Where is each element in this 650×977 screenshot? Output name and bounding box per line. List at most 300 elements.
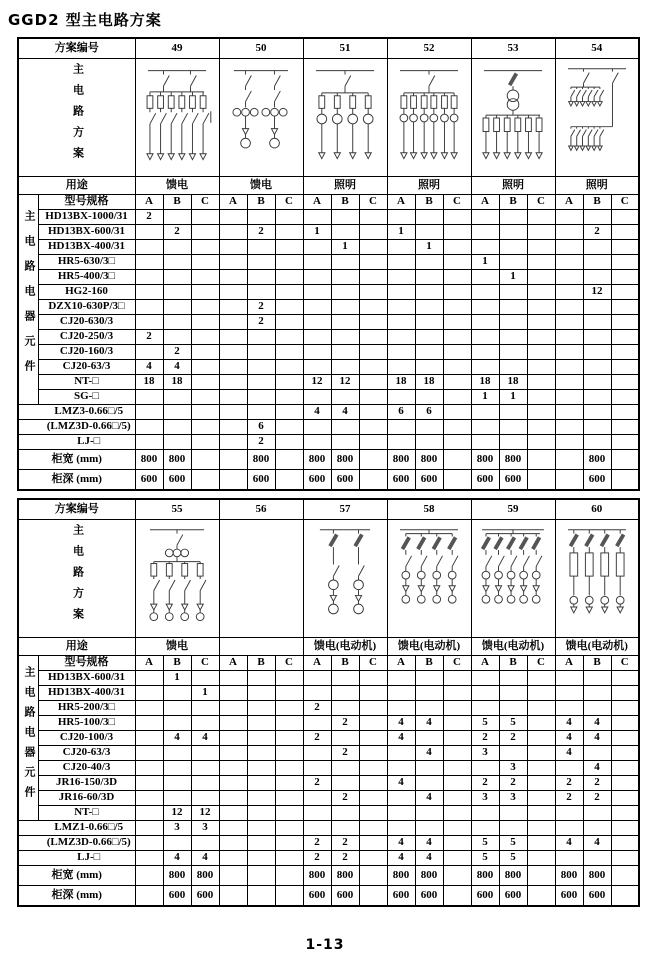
value-cell-60A: 4 [555, 731, 583, 746]
depth-cell-50A [219, 470, 247, 491]
value-cell-50B [247, 390, 275, 405]
value-cell-55C: 3 [191, 821, 219, 836]
value-cell-56A [219, 701, 247, 716]
value-cell-49B: 18 [163, 375, 191, 390]
component-row-label: NT-□ [38, 806, 135, 821]
width-cell-58A: 800 [387, 866, 415, 886]
value-cell-56C [275, 791, 303, 806]
value-cell-57B [331, 701, 359, 716]
subcol-header-49C: C [191, 195, 219, 210]
value-cell-53B [499, 360, 527, 375]
depth-cell-60A: 600 [555, 886, 583, 907]
scheme-number-54: 54 [555, 38, 639, 59]
scheme-number-55: 55 [135, 499, 219, 520]
value-cell-58C [443, 716, 471, 731]
value-cell-55C [191, 836, 219, 851]
value-cell-49A [135, 420, 163, 435]
value-cell-55B: 12 [163, 806, 191, 821]
value-cell-49C [191, 255, 219, 270]
depth-cell-58C [443, 886, 471, 907]
value-cell-53B [499, 330, 527, 345]
value-cell-50A [219, 405, 247, 420]
value-cell-58B [415, 806, 443, 821]
value-cell-59A [471, 761, 499, 776]
subcol-header-52A: A [387, 195, 415, 210]
value-cell-56B [247, 686, 275, 701]
width-cell-53C [527, 450, 555, 470]
value-cell-57A [303, 716, 331, 731]
model-spec-header: 型号规格 [38, 195, 135, 210]
value-cell-58B [415, 821, 443, 836]
value-cell-52B [415, 360, 443, 375]
width-cell-49C [191, 450, 219, 470]
value-cell-51B [331, 360, 359, 375]
width-cell-51A: 800 [303, 450, 331, 470]
value-cell-60A [555, 806, 583, 821]
value-cell-51C [359, 405, 387, 420]
subcol-header-59B: B [499, 656, 527, 671]
value-cell-49C [191, 420, 219, 435]
value-cell-51A [303, 300, 331, 315]
value-cell-55A [135, 716, 163, 731]
value-cell-55B [163, 701, 191, 716]
value-cell-54B [583, 420, 611, 435]
value-cell-55C [191, 701, 219, 716]
value-cell-56C [275, 806, 303, 821]
value-cell-54C [611, 375, 639, 390]
value-cell-51C [359, 255, 387, 270]
value-cell-54B [583, 255, 611, 270]
subcol-header-57B: B [331, 656, 359, 671]
value-cell-52A [387, 315, 415, 330]
value-cell-59B: 2 [499, 776, 527, 791]
value-cell-55C [191, 746, 219, 761]
value-cell-49A [135, 270, 163, 285]
usage-51: 照明 [303, 177, 387, 195]
value-cell-60A: 2 [555, 791, 583, 806]
value-cell-58A [387, 791, 415, 806]
value-cell-56B [247, 791, 275, 806]
depth-cell-57A: 600 [303, 886, 331, 907]
value-cell-49C [191, 225, 219, 240]
value-cell-59C [527, 821, 555, 836]
value-cell-54C [611, 270, 639, 285]
value-cell-54A [555, 255, 583, 270]
value-cell-53B [499, 285, 527, 300]
value-cell-57B [331, 731, 359, 746]
value-cell-51C [359, 270, 387, 285]
value-cell-50B [247, 345, 275, 360]
value-cell-54B [583, 435, 611, 450]
width-cell-56A [219, 866, 247, 886]
component-row-label: (LMZ3D-0.66□/5) [18, 420, 135, 435]
usage-59: 馈电(电动机) [471, 638, 555, 656]
value-cell-54C [611, 225, 639, 240]
scheme-number-50: 50 [219, 38, 303, 59]
value-cell-60B [583, 686, 611, 701]
value-cell-53A [471, 405, 499, 420]
subcol-header-53A: A [471, 195, 499, 210]
value-cell-59C [527, 851, 555, 866]
width-cell-52B: 800 [415, 450, 443, 470]
value-cell-57A [303, 806, 331, 821]
subcol-header-56A: A [219, 656, 247, 671]
value-cell-51A [303, 255, 331, 270]
value-cell-52B [415, 210, 443, 225]
value-cell-50A [219, 435, 247, 450]
value-cell-52B: 18 [415, 375, 443, 390]
component-row-label: LMZ3-0.66□/5 [18, 405, 135, 420]
value-cell-59B: 2 [499, 731, 527, 746]
circuit-diagram-54 [555, 59, 639, 177]
width-cell-55A [135, 866, 163, 886]
value-cell-51B [331, 420, 359, 435]
value-cell-53A [471, 330, 499, 345]
value-cell-60C [611, 821, 639, 836]
value-cell-58C [443, 791, 471, 806]
value-cell-53A [471, 315, 499, 330]
value-cell-59B [499, 686, 527, 701]
value-cell-50A [219, 315, 247, 330]
usage-54: 照明 [555, 177, 639, 195]
value-cell-54B [583, 360, 611, 375]
value-cell-52C [443, 300, 471, 315]
value-cell-60A [555, 671, 583, 686]
value-cell-53C [527, 255, 555, 270]
value-cell-54B [583, 300, 611, 315]
value-cell-57C [359, 836, 387, 851]
value-cell-57B: 2 [331, 791, 359, 806]
width-cell-51B: 800 [331, 450, 359, 470]
value-cell-59C [527, 686, 555, 701]
value-cell-53B [499, 435, 527, 450]
value-cell-49B [163, 315, 191, 330]
value-cell-49A [135, 435, 163, 450]
value-cell-52B [415, 390, 443, 405]
components-vertical-label: 主电路电器元件 [18, 656, 38, 821]
subcol-header-58A: A [387, 656, 415, 671]
value-cell-50C [275, 345, 303, 360]
value-cell-52B [415, 330, 443, 345]
value-cell-54C [611, 210, 639, 225]
subcol-header-49B: B [163, 195, 191, 210]
usage-58: 馈电(电动机) [387, 638, 471, 656]
width-cell-60C [611, 866, 639, 886]
value-cell-58B [415, 701, 443, 716]
value-cell-53A [471, 285, 499, 300]
width-cell-52C [443, 450, 471, 470]
depth-cell-50B: 600 [247, 470, 275, 491]
usage-53: 照明 [471, 177, 555, 195]
value-cell-53A [471, 240, 499, 255]
value-cell-58C [443, 806, 471, 821]
value-cell-53B [499, 225, 527, 240]
value-cell-59B [499, 671, 527, 686]
value-cell-57B: 2 [331, 851, 359, 866]
value-cell-50C [275, 210, 303, 225]
subcol-header-55A: A [135, 656, 163, 671]
value-cell-53A [471, 345, 499, 360]
component-row-label: CJ20-63/3 [38, 746, 135, 761]
value-cell-60B [583, 746, 611, 761]
value-cell-52B [415, 420, 443, 435]
value-cell-59A: 3 [471, 791, 499, 806]
value-cell-57B [331, 686, 359, 701]
value-cell-59A: 2 [471, 731, 499, 746]
value-cell-54C [611, 315, 639, 330]
value-cell-51C [359, 390, 387, 405]
value-cell-50A [219, 270, 247, 285]
value-cell-60B [583, 806, 611, 821]
value-cell-57B [331, 776, 359, 791]
value-cell-54B: 2 [583, 225, 611, 240]
value-cell-52C [443, 420, 471, 435]
depth-cell-53B: 600 [499, 470, 527, 491]
value-cell-59C [527, 806, 555, 821]
depth-cell-57B: 600 [331, 886, 359, 907]
value-cell-50A [219, 210, 247, 225]
depth-cell-54B: 600 [583, 470, 611, 491]
value-cell-51C [359, 375, 387, 390]
value-cell-50C [275, 435, 303, 450]
value-cell-58B [415, 761, 443, 776]
value-cell-51C [359, 225, 387, 240]
value-cell-54A [555, 375, 583, 390]
subcol-header-60C: C [611, 656, 639, 671]
component-row-label: JR16-60/3D [38, 791, 135, 806]
value-cell-56A [219, 731, 247, 746]
value-cell-55B: 4 [163, 731, 191, 746]
subcol-header-58B: B [415, 656, 443, 671]
width-cell-51C [359, 450, 387, 470]
value-cell-54B [583, 345, 611, 360]
subcol-header-56B: B [247, 656, 275, 671]
value-cell-49C [191, 285, 219, 300]
value-cell-59B: 3 [499, 761, 527, 776]
value-cell-50A [219, 300, 247, 315]
width-cell-49B: 800 [163, 450, 191, 470]
value-cell-54A [555, 210, 583, 225]
value-cell-53B [499, 210, 527, 225]
value-cell-53C [527, 360, 555, 375]
value-cell-58A [387, 686, 415, 701]
subcol-header-51C: C [359, 195, 387, 210]
component-row-label: NT-□ [38, 375, 135, 390]
value-cell-52A [387, 300, 415, 315]
width-cell-57C [359, 866, 387, 886]
value-cell-56C [275, 821, 303, 836]
value-cell-57A: 2 [303, 851, 331, 866]
subcol-header-55C: C [191, 656, 219, 671]
value-cell-52A [387, 210, 415, 225]
value-cell-57C [359, 686, 387, 701]
value-cell-55C: 12 [191, 806, 219, 821]
value-cell-52C [443, 345, 471, 360]
value-cell-49A [135, 405, 163, 420]
value-cell-55B: 4 [163, 851, 191, 866]
width-cell-59B: 800 [499, 866, 527, 886]
value-cell-52A: 6 [387, 405, 415, 420]
value-cell-58B: 4 [415, 791, 443, 806]
subcol-header-56C: C [275, 656, 303, 671]
value-cell-51A [303, 345, 331, 360]
value-cell-52A [387, 255, 415, 270]
value-cell-54A [555, 270, 583, 285]
value-cell-50A [219, 375, 247, 390]
value-cell-50C [275, 255, 303, 270]
value-cell-53A [471, 435, 499, 450]
value-cell-58C [443, 836, 471, 851]
value-cell-49A [135, 315, 163, 330]
value-cell-53B [499, 405, 527, 420]
value-cell-53A: 18 [471, 375, 499, 390]
component-row-label: HD13BX-1000/31 [38, 210, 135, 225]
value-cell-60C [611, 761, 639, 776]
value-cell-59C [527, 791, 555, 806]
value-cell-56C [275, 686, 303, 701]
value-cell-57B: 2 [331, 716, 359, 731]
value-cell-57C [359, 851, 387, 866]
value-cell-59A: 5 [471, 851, 499, 866]
subcol-header-50C: C [275, 195, 303, 210]
value-cell-54C [611, 435, 639, 450]
value-cell-57A [303, 746, 331, 761]
subcol-header-54B: B [583, 195, 611, 210]
subcol-header-52C: C [443, 195, 471, 210]
value-cell-56A [219, 746, 247, 761]
value-cell-49C [191, 330, 219, 345]
value-cell-49C [191, 210, 219, 225]
value-cell-52B [415, 270, 443, 285]
value-cell-55A [135, 686, 163, 701]
value-cell-55B: 3 [163, 821, 191, 836]
value-cell-56B [247, 746, 275, 761]
value-cell-53A: 1 [471, 390, 499, 405]
value-cell-49C [191, 390, 219, 405]
value-cell-51A [303, 420, 331, 435]
value-cell-55B [163, 836, 191, 851]
value-cell-56A [219, 791, 247, 806]
value-cell-59B [499, 821, 527, 836]
value-cell-59C [527, 671, 555, 686]
value-cell-54A [555, 420, 583, 435]
value-cell-53B [499, 240, 527, 255]
value-cell-53B [499, 420, 527, 435]
value-cell-57B: 2 [331, 746, 359, 761]
value-cell-59A: 5 [471, 836, 499, 851]
subcol-header-57C: C [359, 656, 387, 671]
value-cell-56B [247, 821, 275, 836]
value-cell-56C [275, 836, 303, 851]
value-cell-54A [555, 390, 583, 405]
depth-cell-58B: 600 [415, 886, 443, 907]
depth-cell-59B: 600 [499, 886, 527, 907]
value-cell-53B: 18 [499, 375, 527, 390]
subcol-header-60A: A [555, 656, 583, 671]
value-cell-49C [191, 435, 219, 450]
value-cell-58A [387, 821, 415, 836]
circuit-diagram-55 [135, 520, 219, 638]
value-cell-55B [163, 686, 191, 701]
scheme-table-49-54 [17, 37, 640, 491]
value-cell-60A: 4 [555, 746, 583, 761]
value-cell-53C [527, 240, 555, 255]
value-cell-60A: 4 [555, 836, 583, 851]
value-cell-52C [443, 390, 471, 405]
value-cell-55C [191, 776, 219, 791]
value-cell-56A [219, 761, 247, 776]
value-cell-53C [527, 375, 555, 390]
value-cell-53C [527, 300, 555, 315]
value-cell-60A [555, 686, 583, 701]
value-cell-49B [163, 435, 191, 450]
value-cell-56C [275, 671, 303, 686]
value-cell-49B: 2 [163, 345, 191, 360]
width-cell-57B: 800 [331, 866, 359, 886]
value-cell-56C [275, 761, 303, 776]
value-cell-50C [275, 315, 303, 330]
value-cell-51A [303, 270, 331, 285]
value-cell-53C [527, 225, 555, 240]
value-cell-58B [415, 776, 443, 791]
value-cell-55B [163, 746, 191, 761]
value-cell-53B [499, 315, 527, 330]
width-cell-54C [611, 450, 639, 470]
value-cell-52C [443, 240, 471, 255]
value-cell-59A [471, 821, 499, 836]
component-row-label: LJ-□ [18, 435, 135, 450]
subcol-header-57A: A [303, 656, 331, 671]
value-cell-57B [331, 671, 359, 686]
value-cell-58B: 4 [415, 836, 443, 851]
value-cell-49C [191, 360, 219, 375]
value-cell-52B: 6 [415, 405, 443, 420]
value-cell-55C: 4 [191, 731, 219, 746]
value-cell-59C [527, 701, 555, 716]
value-cell-51A [303, 240, 331, 255]
width-cell-55B: 800 [163, 866, 191, 886]
value-cell-49B [163, 285, 191, 300]
value-cell-50A [219, 225, 247, 240]
value-cell-52C [443, 360, 471, 375]
subcol-header-53C: C [527, 195, 555, 210]
value-cell-58A [387, 701, 415, 716]
value-cell-54A [555, 300, 583, 315]
value-cell-58A: 4 [387, 716, 415, 731]
value-cell-57A [303, 686, 331, 701]
subcol-header-54A: A [555, 195, 583, 210]
value-cell-55A [135, 761, 163, 776]
value-cell-49B [163, 240, 191, 255]
value-cell-52C [443, 375, 471, 390]
width-cell-58C [443, 866, 471, 886]
value-cell-53B: 1 [499, 270, 527, 285]
value-cell-54A [555, 225, 583, 240]
value-cell-54C [611, 345, 639, 360]
value-cell-50A [219, 330, 247, 345]
value-cell-52C [443, 210, 471, 225]
circuit-diagram-58 [387, 520, 471, 638]
value-cell-57B [331, 821, 359, 836]
value-cell-53B [499, 255, 527, 270]
value-cell-60B: 4 [583, 836, 611, 851]
value-cell-56A [219, 851, 247, 866]
value-cell-57A [303, 761, 331, 776]
width-cell-54A [555, 450, 583, 470]
value-cell-54B [583, 240, 611, 255]
depth-cell-51C [359, 470, 387, 491]
value-cell-58A [387, 746, 415, 761]
